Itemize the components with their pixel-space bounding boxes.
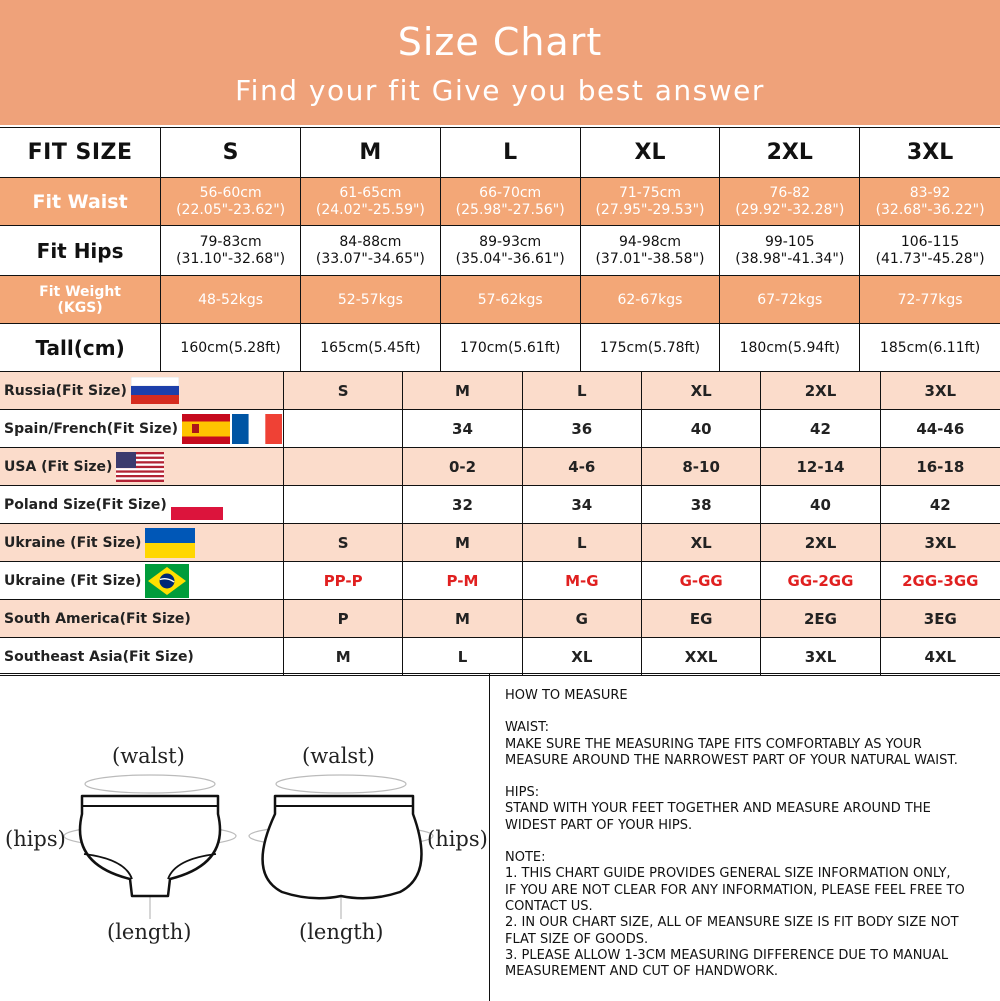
spain-flag-icon (182, 414, 230, 444)
row-label: Poland Size(Fit Size) (0, 486, 284, 523)
table-cell: 56-60cm (22.05"-23.62") (161, 178, 301, 225)
back-length-label: (length) (299, 920, 384, 944)
table-row (0, 324, 1000, 373)
table-cell: 2EG (761, 600, 880, 637)
row-label: Ukraine (Fit Size) (0, 562, 284, 599)
table-cell: 3XL (924, 381, 957, 400)
table-cell: 32 (403, 486, 522, 523)
table-cell: XXL (642, 638, 761, 675)
note-item: 1. THIS CHART GUIDE PROVIDES GENERAL SIZE INFORMATION ONLY, IF YOU ARE NOT CLEAR FOR ANY INFORMATION, PLEASE FEEL FREE TO CONTACT US. (505, 866, 965, 914)
table-cell: 72-77kgs (897, 291, 963, 308)
table-cell: 4XL (924, 647, 957, 666)
table-cell: 66-70cm (25.98"-27.56") (441, 178, 581, 225)
table-cell: P (284, 600, 403, 637)
table-cell: 175cm(5.78ft) (581, 324, 721, 372)
table-cell: 38 (642, 486, 761, 523)
table-cell: 16-18 (916, 457, 965, 476)
table-cell: 99-105 (38.98"-41.34") (720, 226, 860, 275)
table-cell: 170cm(5.61ft) (441, 324, 581, 372)
row-label: Tall(cm) (0, 324, 161, 372)
table-cell: 34 (523, 486, 642, 523)
table-row (0, 372, 1000, 410)
table-cell: 4-6 (523, 448, 642, 485)
table-cell: 67-72kgs (720, 276, 860, 323)
table-cell: 34 (403, 410, 522, 447)
size-conversion-table (0, 371, 1000, 676)
how-to-measure-title: HOW TO MEASURE (505, 688, 628, 703)
front-length-label: (length) (107, 920, 192, 944)
table-row (0, 486, 1000, 524)
table-cell: M (403, 372, 522, 409)
row-label: Ukraine (Fit Size) (0, 524, 284, 561)
table-cell: S (284, 372, 403, 409)
size-header: M (301, 128, 441, 177)
table-cell: 79-83cm (31.10"-32.68") (161, 226, 301, 275)
table-cell: 40 (642, 410, 761, 447)
table-cell: XL (523, 638, 642, 675)
header-banner (0, 0, 1000, 125)
row-label: Russia(Fit Size) (0, 372, 284, 409)
table-cell: 180cm(5.94ft) (720, 324, 860, 372)
table-cell: 57-62kgs (441, 276, 581, 323)
table-cell (284, 448, 403, 485)
underwear-diagram-icon (0, 674, 489, 1001)
row-label: Fit Waist (0, 178, 161, 225)
ukraine-flag-icon (145, 528, 195, 558)
table-row (0, 226, 1000, 276)
row-label: Southeast Asia(Fit Size) (0, 638, 284, 675)
table-cell: 36 (523, 410, 642, 447)
fit-size-header: FIT SIZE (0, 128, 161, 177)
table-cell: M (403, 600, 522, 637)
size-header: 3XL (906, 140, 954, 165)
table-cell: 2XL (761, 372, 880, 409)
usa-flag-icon (116, 452, 164, 482)
table-cell: 3XL (761, 638, 880, 675)
table-cell: S (284, 524, 403, 561)
note-item: 3. PLEASE ALLOW 1-3CM MEASURING DIFFERENCE DUE TO MANUAL MEASUREMENT AND CUT OF HANDWORK. (505, 947, 949, 980)
table-row (0, 524, 1000, 562)
table-row (0, 178, 1000, 226)
table-cell: 76-82 (29.92"-32.28") (720, 178, 860, 225)
size-header: S (161, 128, 301, 177)
table-cell: 52-57kgs (301, 276, 441, 323)
brazil-flag-icon (145, 564, 189, 598)
table-cell: GG-2GG (761, 562, 880, 599)
waist-text: MAKE SURE THE MEASURING TAPE FITS COMFORTABLY AS YOUR MEASURE AROUND THE NARROWEST PART OF YOUR NATURAL WAIST. (505, 736, 958, 768)
table-cell: 106-115 (41.73"-45.28") (875, 233, 985, 267)
table-cell: 8-10 (642, 448, 761, 485)
note-heading: NOTE: (505, 850, 546, 866)
table-cell: 185cm(6.11ft) (879, 340, 981, 356)
page-subtitle: Find your fit Give you best answer (235, 74, 765, 107)
table-cell: 94-98cm (37.01"-38.58") (581, 226, 721, 275)
front-waist-label: (walst) (112, 744, 185, 768)
how-to-measure-text (505, 688, 995, 980)
france-flag-icon (232, 414, 282, 444)
row-label: South America(Fit Size) (0, 600, 284, 637)
table-cell: G (523, 600, 642, 637)
table-cell: 2XL (761, 524, 880, 561)
back-waist-label: (walst) (302, 744, 375, 768)
table-cell: PP-P (284, 562, 403, 599)
table-cell: P-M (403, 562, 522, 599)
table-cell: 160cm(5.28ft) (161, 324, 301, 372)
size-header: XL (581, 128, 721, 177)
table-cell: XL (642, 372, 761, 409)
fit-size-table (0, 127, 1000, 373)
table-cell: M (403, 524, 522, 561)
poland-flag-icon (171, 504, 223, 520)
table-cell: 0-2 (403, 448, 522, 485)
table-cell: 42 (929, 495, 951, 514)
page-title: Size Chart (397, 20, 603, 64)
table-row (0, 276, 1000, 324)
row-label: Spain/French(Fit Size) (0, 410, 284, 447)
table-cell (284, 410, 403, 447)
table-row (0, 410, 1000, 448)
table-cell: 3EG (923, 609, 957, 628)
table-cell: 83-92 (32.68"-36.22") (875, 184, 985, 218)
table-cell: 2GG-3GG (902, 571, 979, 590)
size-header: L (441, 128, 581, 177)
table-row (0, 638, 1000, 676)
table-cell: 3XL (924, 533, 957, 552)
row-label: Fit Weight (KGS) (0, 276, 161, 323)
row-label: USA (Fit Size) (0, 448, 284, 485)
table-row (0, 600, 1000, 638)
table-cell: 61-65cm (24.02"-25.59") (301, 178, 441, 225)
table-cell: 44-46 (916, 419, 965, 438)
table-cell: 89-93cm (35.04"-36.61") (441, 226, 581, 275)
table-cell: 165cm(5.45ft) (301, 324, 441, 372)
row-label: Fit Hips (0, 226, 161, 275)
table-cell: L (523, 372, 642, 409)
measurement-diagram (0, 674, 490, 1001)
back-hips-label: (hips) (427, 827, 488, 851)
table-cell: 48-52kgs (161, 276, 301, 323)
size-header: 2XL (720, 128, 860, 177)
note-item: 2. IN OUR CHART SIZE, ALL OF MEANSURE SIZE IS FIT BODY SIZE NOT FLAT SIZE OF GOODS. (505, 915, 959, 947)
table-cell: EG (642, 600, 761, 637)
table-cell: L (403, 638, 522, 675)
hips-text: STAND WITH YOUR FEET TOGETHER AND MEASURE AROUND THE WIDEST PART OF YOUR HIPS. (505, 801, 931, 833)
table-cell: G-GG (642, 562, 761, 599)
waist-heading: WAIST: (505, 720, 550, 736)
table-cell: M-G (523, 562, 642, 599)
table-cell: 84-88cm (33.07"-34.65") (301, 226, 441, 275)
hips-heading: HIPS: (505, 785, 540, 801)
table-cell: 40 (761, 486, 880, 523)
table-row (0, 448, 1000, 486)
table-cell: 12-14 (761, 448, 880, 485)
table-header-row (0, 128, 1000, 178)
table-cell: XL (642, 524, 761, 561)
table-row (0, 562, 1000, 600)
table-cell: 42 (761, 410, 880, 447)
russia-flag-icon (131, 377, 179, 404)
table-cell: 71-75cm (27.95"-29.53") (581, 178, 721, 225)
front-hips-label: (hips) (5, 827, 66, 851)
table-cell: 62-67kgs (581, 276, 721, 323)
table-cell: L (523, 524, 642, 561)
table-cell: M (284, 638, 403, 675)
table-cell (284, 486, 403, 523)
measure-section (0, 673, 1000, 1001)
